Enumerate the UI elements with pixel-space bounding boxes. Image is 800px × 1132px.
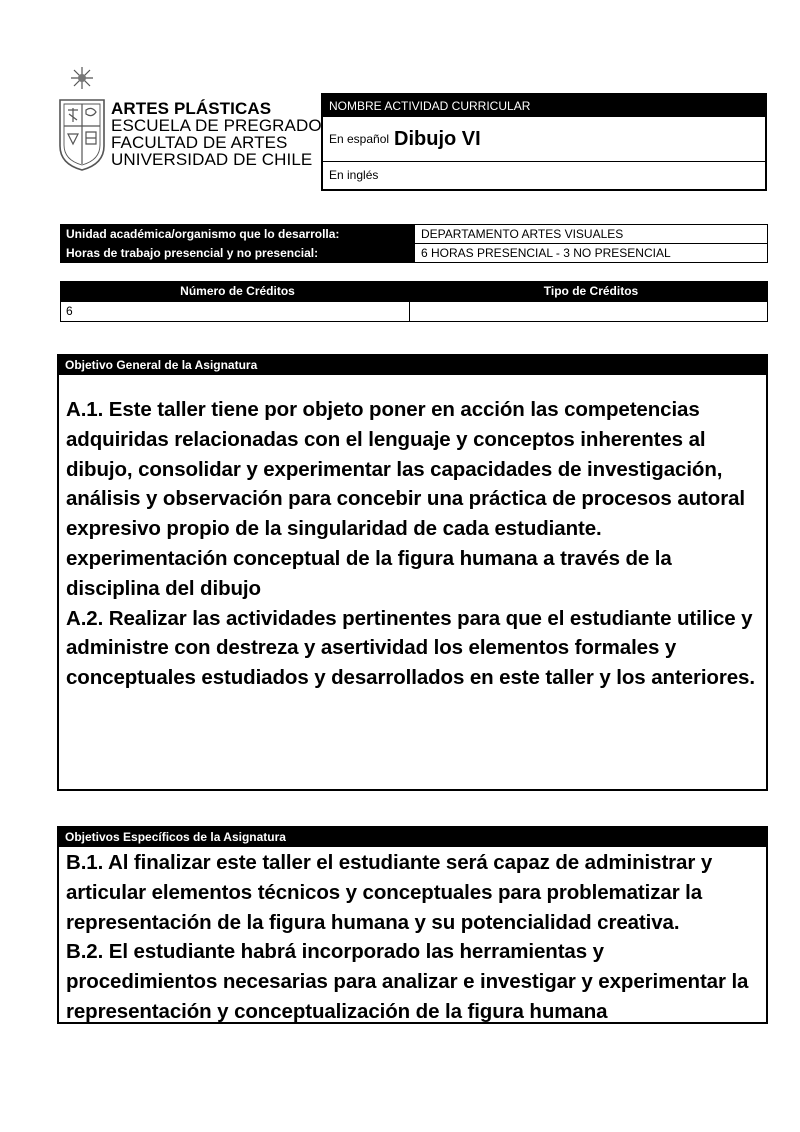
info-key: Unidad académica/organismo que lo desarrolla:	[61, 225, 414, 243]
objective-paragraph: A.1. Este taller tiene por objeto poner en acción las competencias adquiridas relacionadas con el lenguaje y conceptos inherentes al dibujo, consolidar y experimentar las capacidades de investigación, análisis y observación para concebir una práctica de procesos autoral expresivo propio de la singularidad de cada estudiante.	[66, 398, 745, 541]
info-table	[60, 224, 768, 263]
credits-number-header: Número de Créditos	[180, 284, 295, 298]
table-row	[61, 225, 767, 243]
activity-header: NOMBRE ACTIVIDAD CURRICULAR	[323, 95, 765, 117]
objective-paragraph: B.2. El estudiante habrá incorporado las herramientas y procedimientos necesarias para analizar e investigar y experimentar la representación y conceptualización de la figura humana	[66, 940, 749, 1023]
institution-logo-text	[111, 100, 322, 168]
activity-name-box	[321, 93, 767, 191]
spanish-value: Dibujo VI	[394, 127, 481, 150]
table-row	[61, 243, 767, 262]
specific-objectives-section	[57, 826, 768, 1024]
credits-header-row	[61, 282, 767, 301]
objective-paragraph: A.2. Realizar las actividades pertinentes para que el estudiante utilice y administre con destreza y asertividad los elementos formales y conceptuales estudiados y desarrollados en este taller y los anteriores.	[66, 606, 755, 690]
specific-objectives-header: Objetivos Específicos de la Asignatura	[59, 828, 766, 847]
objective-paragraph: B.1. Al finalizar este taller el estudiante será capaz de administrar y articular elementos técnicos y conceptuales para problematizar la representación de la figura humana y su potencialidad creativa.	[66, 851, 713, 934]
credits-table	[60, 281, 768, 322]
logo-line-3: FACULTAD DE ARTES	[111, 133, 288, 152]
credits-type-header: Tipo de Créditos	[409, 282, 767, 301]
logo-line-1: ARTES PLÁSTICAS	[111, 99, 272, 118]
specific-objectives-body	[59, 847, 766, 1027]
general-objective-section	[57, 354, 768, 791]
spanish-name-row	[323, 117, 765, 162]
credits-value-row	[61, 301, 767, 321]
spanish-label: En español	[329, 132, 390, 146]
info-key: Horas de trabajo presencial y no presencial:	[61, 244, 414, 262]
english-label: En inglés	[329, 168, 379, 182]
logo-line-2: ESCUELA DE PREGRADO	[111, 116, 322, 135]
objective-paragraph: experimentación conceptual de la figura humana a través de la disciplina del dibujo	[66, 546, 672, 600]
university-emblem-icon	[56, 64, 108, 172]
info-value: DEPARTAMENTO ARTES VISUALES	[414, 225, 767, 243]
general-objective-header: Objetivo General de la Asignatura	[59, 356, 766, 375]
logo-line-4: UNIVERSIDAD DE CHILE	[111, 150, 313, 169]
info-value: 6 HORAS PRESENCIAL - 3 NO PRESENCIAL	[414, 244, 767, 262]
general-objective-body	[59, 375, 766, 693]
credits-type-value	[409, 302, 767, 321]
credits-number-value: 6	[66, 304, 73, 318]
